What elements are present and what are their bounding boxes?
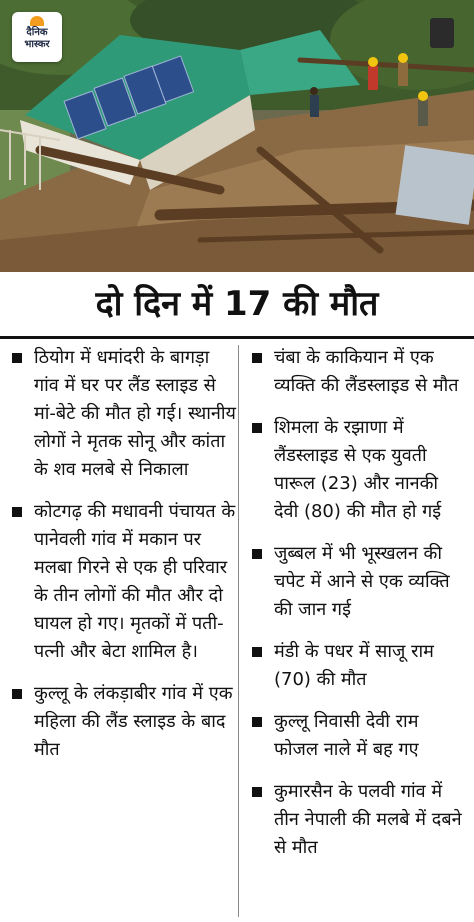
bullet-icon [252,353,262,363]
bullet-icon [252,549,262,559]
bullet-icon [252,717,262,727]
item-text: कुल्लू के लंकड़ाबीर गांव में एक महिला की लैंड स्लाइड के बाद मौत [34,683,233,760]
headline: दो दिन में 17 की मौत [95,284,379,324]
bullet-icon [12,353,22,363]
headline-divider [0,336,474,339]
item-text: जुब्बल में भी भूस्खलन की चपेट में आने से एक व्यक्ति की जान गई [274,543,450,620]
item-text: मंडी के पधर में साजू राम (70) की मौत [274,641,434,690]
landslide-photo-icon [0,0,474,272]
bullet-icon [252,423,262,433]
left-column [10,344,236,922]
dainik-bhaskar-logo [12,12,62,62]
sun-icon [30,16,44,26]
news-photo [0,0,474,272]
list-item [250,638,468,694]
item-text: कुमारसैन के पलवी गांव में तीन नेपाली की मलबे में दबने से मौत [274,781,462,858]
list-item [250,778,468,862]
list-item [10,680,236,764]
logo-line-1: दैनिक [26,27,48,38]
list-item [10,344,236,484]
bullet-icon [12,689,22,699]
item-text: चंबा के काकियान में एक व्यक्ति की लैंडस्लाइड से मौत [274,347,459,396]
right-column [250,344,468,922]
list-item [250,708,468,764]
list-item [250,540,468,624]
logo-line-2: भास्कर [24,39,50,50]
list-item [250,414,468,526]
list-item [10,498,236,666]
item-text: शिमला के रझाणा में लैंडस्लाइड से एक युवती पारूल (23) और नानकी देवी (80) की मौत हो गई [274,417,442,522]
item-text: ठियोग में धमांदरी के बागड़ा गांव में घर पर लैंड स्लाइड से मां-बेटे की मौत हो गई। स्थानीय लोगों ने मृतक सोनू और कांता के शव मलबे से निकाला [34,347,236,480]
column-divider [238,345,239,917]
list-item [250,344,468,400]
item-text: कोटगढ़ की मधावनी पंचायत के पानेवली गांव में मकान पर मलबा गिरने से एक ही परिवार के तीन लोगों की मौत और दो घायल हो गए। मृतकों में पती-पत्नी और बेटा शामिल है। [34,501,236,662]
bullet-icon [252,787,262,797]
bullet-icon [252,647,262,657]
item-text: कुल्लू निवासी देवी राम फोजल नाले में बह गए [274,711,419,760]
bullet-icon [12,507,22,517]
